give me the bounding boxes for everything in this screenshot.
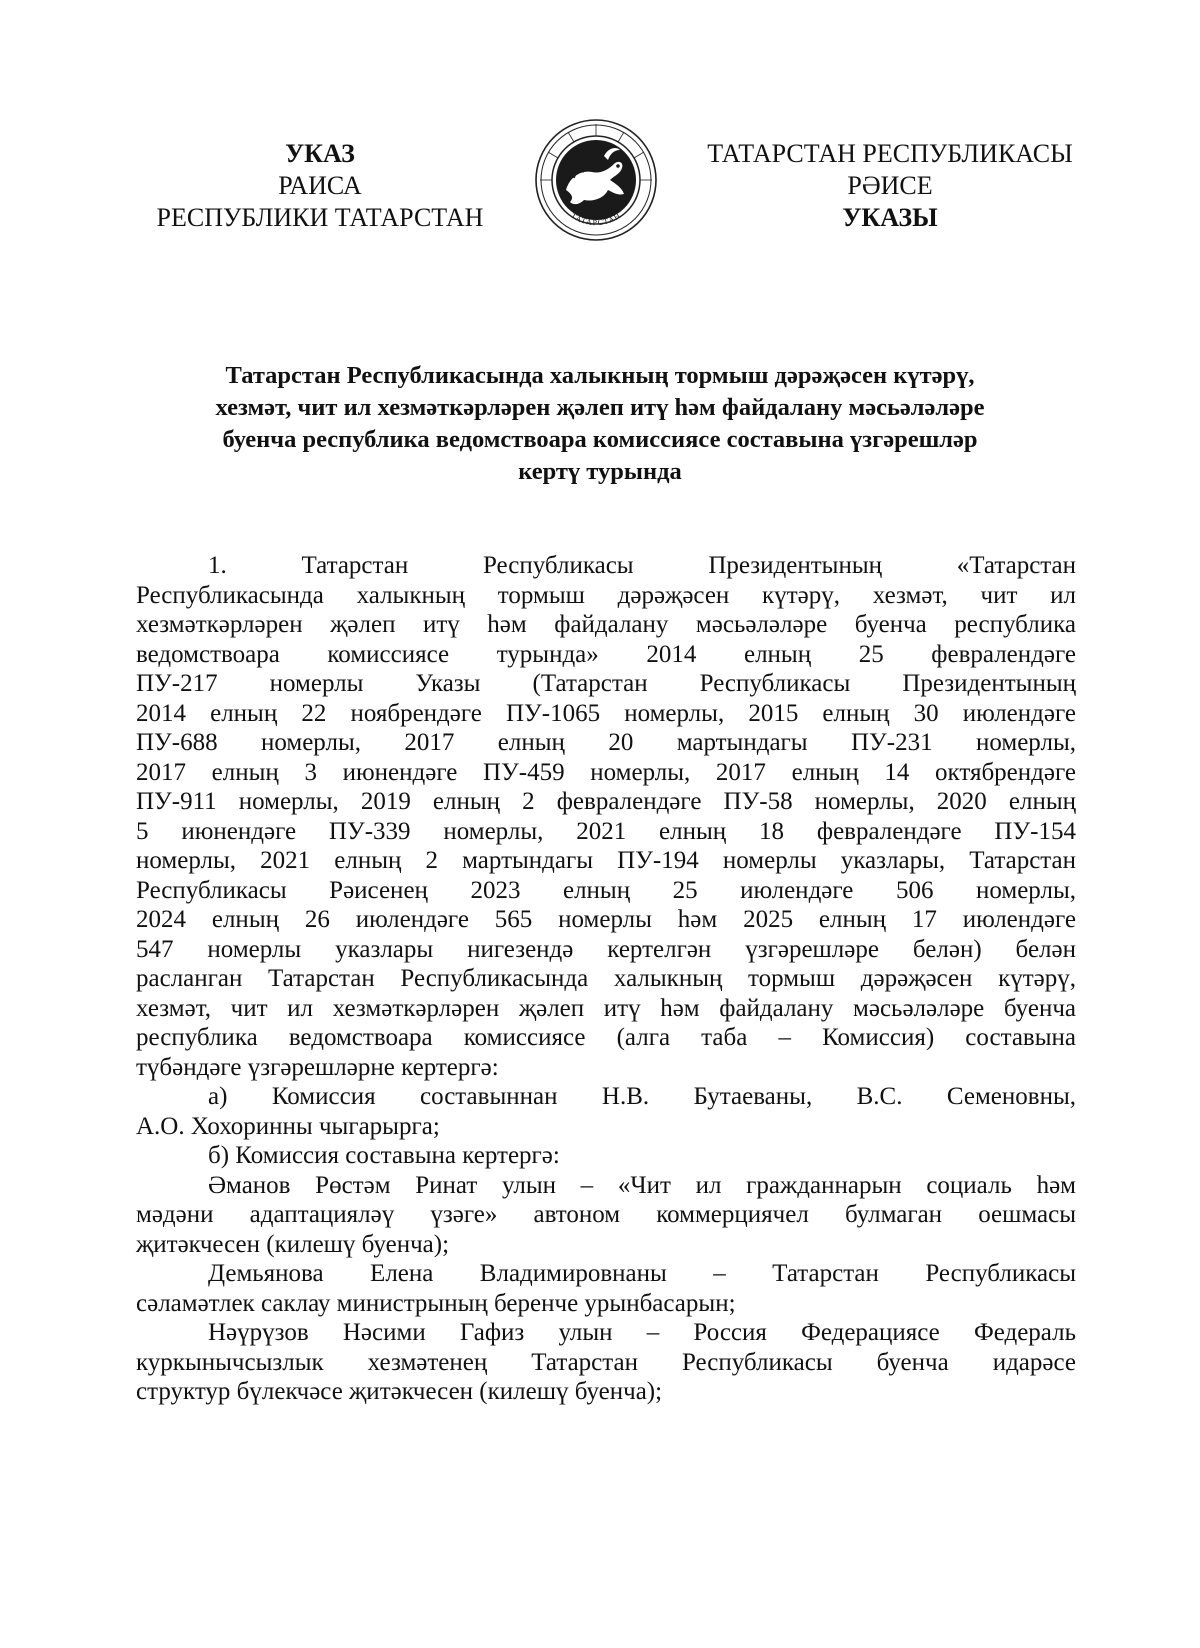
header-tt-line-3: УКАЗЫ [842, 203, 938, 232]
body-line: расланган Татарстан Республикасында халыкның тормыш дәрәҗәсен күтәрү, [136, 965, 1076, 992]
body-line: структур бүлекчәсе җитәкчесен (килешү буенча); [136, 1378, 663, 1405]
body-line: 2017 елның 3 июнендәге ПУ-459 номерлы, 2017 елның 14 октябрендәге [136, 758, 1076, 786]
document-body [136, 551, 1076, 1407]
title-line: Татарстан Республикасында халыкның тормыш дәрәҗәсен күтәрү, [225, 362, 975, 389]
body-line: а) Комиссия составыннан Н.В. Бутаеваны, В.С. Семеновны, [208, 1083, 1076, 1110]
body-line: республика ведомствоара комиссиясе (алга таба – Комиссия) составына [136, 1024, 1076, 1051]
header-ru-line-2: РАИСА [278, 171, 362, 200]
body-line: ПУ-217 номерлы Указы (Татарстан Республикасы Президентының [136, 670, 1076, 697]
body-line: Демьянова Елена Владимировнаны – Татарстан Республикасы [208, 1260, 1076, 1287]
title-line: кертү турында [518, 458, 682, 485]
body-line: б) Комиссия составына кертергә: [208, 1142, 560, 1169]
emblem-text: ТАТАРСТАН [569, 210, 623, 228]
body-line: 2024 елның 26 июлендәге 565 номерлы һәм 2025 елның 17 июлендәге [136, 906, 1076, 933]
document-title [150, 360, 1050, 488]
body-line: җитәкчесен (килешү буенча); [136, 1230, 450, 1258]
tatarstan-emblem-icon [534, 118, 658, 242]
body-line: түбәндәге үзгәрешләрне кертергә: [136, 1053, 499, 1081]
body-line: Республикасы Рәисенең 2023 елның 25 июлендәге 506 номерлы, [136, 876, 1076, 904]
body-line: хезмәт, чит ил хезмәткәрләрен җәлеп итү һәм файдалану мәсьәләләре буенча [136, 994, 1076, 1022]
body-line: куркынычсызлык хезмәтенең Татарстан Республикасы буенча идарәсе [136, 1348, 1076, 1376]
body-line: сәламәтлек саклау министрының беренче урынбасарын; [136, 1289, 736, 1317]
body-line: 5 июнендәге ПУ-339 номерлы, 2021 елның 18 февралендәге ПУ-154 [136, 817, 1076, 845]
body-line: номерлы, 2021 елның 2 мартындагы ПУ-194 номерлы указлары, Татарстан [136, 847, 1076, 874]
body-line: 1. Татарстан Республикасы Президентының «Татарстан [208, 552, 1076, 579]
body-line: Нәүрүзов Нәсими Гафиз улын – Россия Федерациясе Федераль [208, 1319, 1076, 1346]
body-line: А.О. Хохоринны чыгарырга; [136, 1112, 440, 1140]
title-line: хезмәт, чит ил хезмәткәрләрен җәлеп итү һәм файдалану мәсьәләләре [215, 394, 985, 421]
header-ru-line-3: РЕСПУБЛИКИ ТАТАРСТАН [156, 203, 484, 232]
header-tt-line-2: РӘИСЕ [847, 171, 933, 200]
body-line: Әманов Рөстәм Ринат улын – «Чит ил гражданнарын социаль һәм [208, 1171, 1076, 1199]
header-tatar [680, 138, 1100, 234]
body-line: Республикасында халыкның тормыш дәрәҗәсен күтәрү, хезмәт, чит ил [136, 581, 1076, 609]
body-line: хезмәткәрләрен җәлеп итү һәм файдалану мәсьәләләре буенча республика [136, 611, 1076, 638]
header-russian [120, 138, 520, 234]
body-line: ПУ-688 номерлы, 2017 елның 20 мартындагы ПУ-231 номерлы, [136, 729, 1076, 756]
header-ru-line-1: УКАЗ [285, 139, 355, 168]
header-tt-line-1: ТАТАРСТАН РЕСПУБЛИКАСЫ [707, 139, 1073, 168]
title-line: буенча республика ведомствоара комиссиясе составына үзгәрешләр [222, 426, 978, 453]
body-line: 547 номерлы указлары нигезендә кертелгән үзгәрешләре белән) белән [136, 935, 1076, 963]
body-line: мәдәни адаптацияләү үзәге» автоном коммерциячел булмаган оешмасы [136, 1201, 1076, 1228]
body-line: 2014 елның 22 ноябрендәге ПУ-1065 номерлы, 2015 елның 30 июлендәге [136, 699, 1076, 727]
body-line: ПУ-911 номерлы, 2019 елның 2 февралендәге ПУ-58 номерлы, 2020 елның [136, 788, 1076, 815]
body-line: ведомствоара комиссиясе турында» 2014 елның 25 февралендәге [136, 640, 1076, 668]
